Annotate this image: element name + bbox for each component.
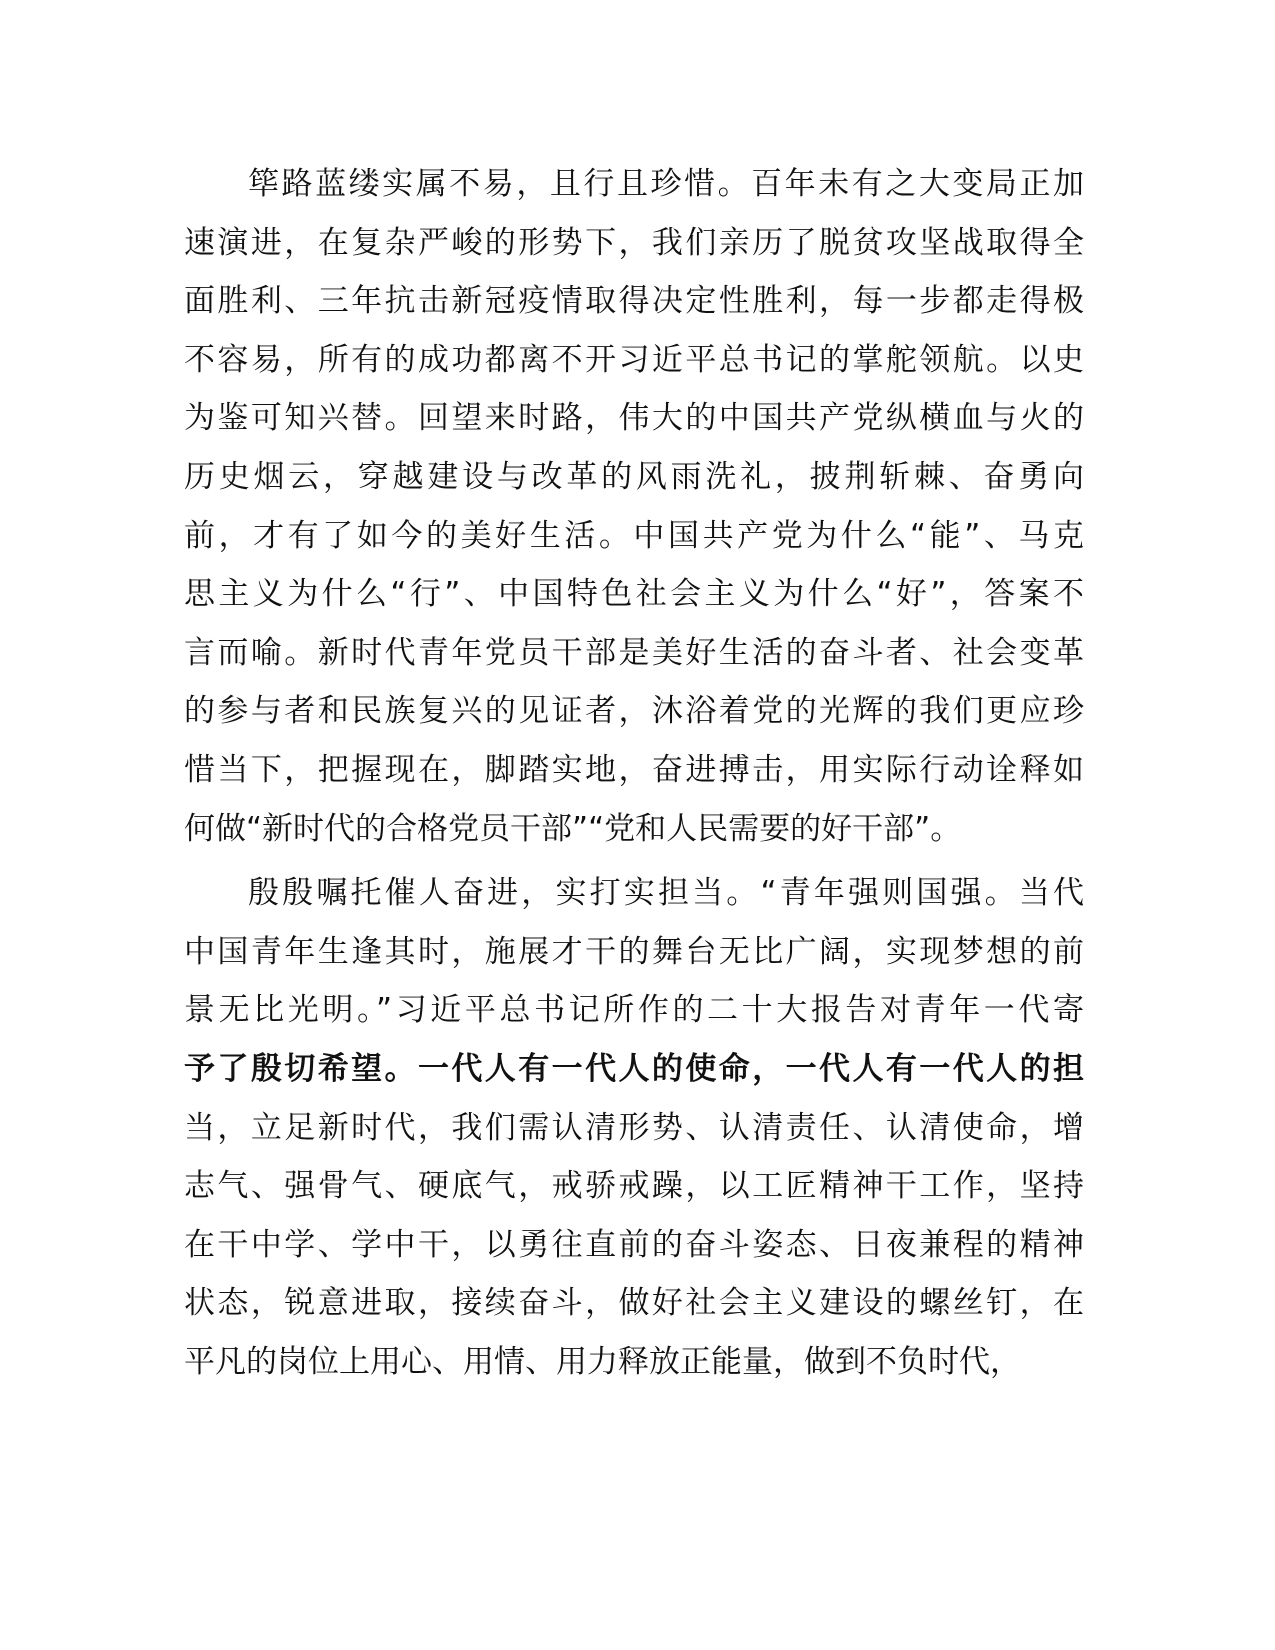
paragraph-line: 志气、强骨气、硬底气，戒骄戒躁，以工匠精神干工作，坚持: [184, 1168, 1084, 1205]
paragraph-line: 不容易，所有的成功都离不开习近平总书记的掌舵领航。以史: [184, 341, 1084, 378]
paragraph-line: 筚路蓝缕实属不易，且行且珍惜。百年未有之大变局正加: [248, 166, 1084, 202]
paragraph-line: 景无比光明。”习近平总书记所作的二十大报告对青年一代寄: [184, 992, 1084, 1029]
paragraph-line: 惜当下，把握现在，脚踏实地，奋进搏击，用实际行动诠释如: [184, 751, 1084, 788]
document-body: [184, 155, 1084, 1391]
paragraph-line: 予了殷切希望。一代人有一代人的使命，一代人有一代人的担: [184, 1050, 1084, 1087]
paragraph-line: 思主义为什么“行”、中国特色社会主义为什么“好”，答案不: [184, 576, 1084, 613]
paragraph-line: 前，才有了如今的美好生活。中国共产党为什么“能”、马克: [184, 517, 1084, 554]
paragraph-line: 的参与者和民族复兴的见证者，沐浴着党的光辉的我们更应珍: [184, 693, 1084, 730]
paragraph-line: 速演进，在复杂严峻的形势下，我们亲历了脱贫攻坚战取得全: [184, 224, 1084, 261]
paragraph-line: 中国青年生逢其时，施展才干的舞台无比广阔，实现梦想的前: [184, 933, 1084, 970]
paragraph-line: 为鉴可知兴替。回望来时路，伟大的中国共产党纵横血与火的: [184, 400, 1084, 437]
paragraph-line: 言而喻。新时代青年党员干部是美好生活的奋斗者、社会变革: [184, 634, 1084, 671]
paragraph-line: 面胜利、三年抗击新冠疫情取得决定性胜利，每一步都走得极: [184, 283, 1084, 320]
paragraph-line: 在干中学、学中干，以勇往直前的奋斗姿态、日夜兼程的精神: [184, 1226, 1084, 1263]
paragraph-line: 何做“新时代的合格党员干部”“党和人民需要的好干部”。: [184, 810, 962, 847]
paragraph-line: 平凡的岗位上用心、用情、用力释放正能量，做到不负时代，: [184, 1343, 1021, 1380]
paragraph-line: 当，立足新时代，我们需认清形势、认清责任、认清使命，增: [184, 1109, 1084, 1146]
paragraph-line: 状态，锐意进取，接续奋斗，做好社会主义建设的螺丝钉，在: [184, 1285, 1084, 1322]
paragraph-line: 殷殷嘱托催人奋进，实打实担当。“青年强则国强。当代: [248, 875, 1084, 912]
paragraph-2: [184, 864, 1084, 1391]
paragraph-line: 历史烟云，穿越建设与改革的风雨洗礼，披荆斩棘、奋勇向: [184, 458, 1084, 495]
paragraph-1: [184, 155, 1084, 858]
